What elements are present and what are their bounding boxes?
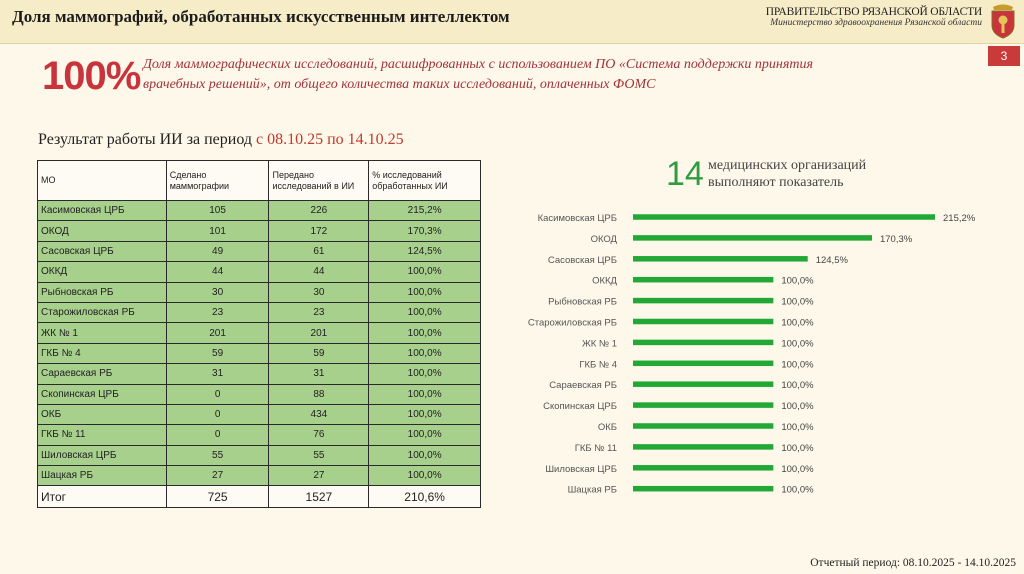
category-label: Касимовская ЦРБ [537, 213, 617, 224]
cell-done: 31 [166, 364, 269, 384]
cell-percent: 100,0% [369, 364, 481, 384]
table-row [38, 445, 481, 465]
bar [633, 214, 935, 220]
cell-mo: ГКБ № 4 [38, 343, 167, 363]
category-label: Шиловская ЦРБ [545, 463, 617, 475]
cell-done: 55 [166, 445, 269, 465]
table-row [38, 302, 481, 322]
cell-sent: 23 [269, 302, 369, 322]
table-row [38, 323, 481, 343]
cell-done: 23 [166, 302, 269, 322]
cell-percent: 100,0% [369, 466, 481, 486]
cell-percent: 100,0% [369, 445, 481, 465]
bar [633, 444, 773, 450]
cell-mo: ОККД [38, 262, 167, 282]
cell-sent: 76 [269, 425, 369, 445]
table-row [38, 221, 481, 241]
cell-done: 105 [166, 201, 269, 221]
government-block [766, 6, 982, 28]
value-label: 215,2% [943, 213, 976, 224]
category-label: Сасовская ЦРБ [547, 254, 617, 266]
value-label: 100,0% [781, 442, 814, 454]
category-label: ОККД [592, 275, 617, 287]
total-percent: 210,6% [369, 486, 481, 508]
table-header-row [38, 161, 481, 201]
bar [633, 423, 773, 429]
cell-sent: 31 [269, 364, 369, 384]
header-mo: МО [38, 161, 167, 201]
table-row [38, 404, 481, 424]
table-row [38, 466, 481, 486]
bar [633, 277, 773, 283]
value-label: 100,0% [781, 275, 814, 287]
value-label: 100,0% [781, 484, 814, 496]
cell-percent: 215,2% [369, 201, 481, 221]
total-label: Итог [38, 486, 167, 508]
cell-sent: 172 [269, 221, 369, 241]
cell-done: 30 [166, 282, 269, 302]
organization-count-caption [708, 157, 866, 191]
coat-of-arms-icon [988, 3, 1018, 39]
table-row [38, 343, 481, 363]
category-label: ГКБ № 11 [574, 442, 617, 454]
cell-done: 101 [166, 221, 269, 241]
caption-line-2: выполняют показатель [708, 175, 844, 190]
result-caption [38, 131, 404, 149]
bar [633, 465, 773, 471]
table-row [38, 201, 481, 221]
cell-mo: ЖК № 1 [38, 323, 167, 343]
table-total-row [38, 486, 481, 508]
table-body [38, 201, 481, 508]
header-percent: % исследований обработанных ИИ [369, 161, 481, 201]
cell-mo: ГКБ № 11 [38, 425, 167, 445]
table-row [38, 425, 481, 445]
cell-done: 0 [166, 384, 269, 404]
category-label: ОКОД [590, 233, 617, 245]
category-label: Скопинская ЦРБ [543, 401, 617, 413]
organization-count: 14 [666, 155, 704, 193]
cell-percent: 100,0% [369, 323, 481, 343]
cell-percent: 100,0% [369, 302, 481, 322]
table-row [38, 364, 481, 384]
results-table [37, 160, 481, 508]
headline-description: Доля маммографических исследований, расшифрованных с использованием ПО «Система поддержки принятия врачебных решений», от общего количества таких исследований, оплаченных ФОМС [143, 57, 814, 92]
value-label: 100,0% [781, 380, 814, 392]
category-label: Сараевская РБ [549, 380, 617, 392]
cell-done: 49 [166, 241, 269, 261]
cell-sent: 59 [269, 343, 369, 363]
category-label: ОКБ [597, 422, 617, 433]
table-row [38, 262, 481, 282]
category-label: ГКБ № 4 [579, 359, 617, 371]
cell-percent: 170,3% [369, 221, 481, 241]
cell-mo: Скопинская ЦРБ [38, 384, 167, 404]
total-done: 725 [166, 486, 269, 508]
header-sent: Передано исследований в ИИ [269, 161, 369, 201]
table-row [38, 282, 481, 302]
slide-title: Доля маммографий, обработанных искусственным интеллектом [12, 7, 510, 26]
cell-sent: 201 [269, 323, 369, 343]
bar [633, 361, 773, 367]
cell-sent: 55 [269, 445, 369, 465]
value-label: 100,0% [781, 296, 814, 308]
cell-percent: 100,0% [369, 343, 481, 363]
bar [633, 298, 773, 304]
cell-percent: 100,0% [369, 425, 481, 445]
category-label: Старожиловская РБ [527, 317, 617, 329]
cell-done: 201 [166, 323, 269, 343]
value-label: 100,0% [781, 338, 814, 350]
bar [633, 235, 872, 241]
cell-sent: 226 [269, 201, 369, 221]
category-label: ЖК № 1 [581, 338, 617, 350]
value-label: 100,0% [781, 317, 814, 329]
bar [633, 256, 808, 262]
cell-sent: 434 [269, 404, 369, 424]
cell-mo: Сараевская РБ [38, 364, 167, 384]
result-label: Результат работы ИИ за период [38, 131, 253, 148]
cell-mo: ОКОД [38, 221, 167, 241]
cell-sent: 27 [269, 466, 369, 486]
total-sent: 1527 [269, 486, 369, 508]
header-done: Сделано маммографии [166, 161, 269, 201]
cell-done: 27 [166, 466, 269, 486]
bar [633, 340, 773, 346]
value-label: 100,0% [781, 463, 814, 475]
cell-sent: 30 [269, 282, 369, 302]
table-row [38, 384, 481, 404]
bar [633, 381, 773, 387]
ministry-name: Министерство здравоохранения Рязанской области [770, 18, 982, 28]
cell-mo: Касимовская ЦРБ [38, 201, 167, 221]
bar [633, 486, 773, 492]
cell-sent: 88 [269, 384, 369, 404]
bar [633, 402, 773, 408]
category-label: Шацкая РБ [567, 484, 617, 496]
cell-mo: Старожиловская РБ [38, 302, 167, 322]
cell-mo: ОКБ [38, 404, 167, 424]
value-label: 100,0% [781, 422, 814, 433]
cell-mo: Сасовская ЦРБ [38, 241, 167, 261]
cell-percent: 100,0% [369, 404, 481, 424]
caption-line-1: медицинских организаций [708, 158, 867, 173]
cell-mo: Шацкая РБ [38, 466, 167, 486]
value-label: 170,3% [879, 233, 913, 245]
cell-percent: 100,0% [369, 384, 481, 404]
value-label: 100,0% [781, 359, 814, 371]
cell-done: 44 [166, 262, 269, 282]
headline-percent: 100% [42, 54, 141, 98]
bar [633, 319, 773, 325]
top-bar [0, 0, 1024, 44]
bar-chart [500, 200, 1000, 505]
cell-mo: Шиловская ЦРБ [38, 445, 167, 465]
cell-sent: 61 [269, 241, 369, 261]
government-name: ПРАВИТЕЛЬСТВО РЯЗАНСКОЙ ОБЛАСТИ [765, 6, 982, 18]
cell-mo: Рыбновская РБ [38, 282, 167, 302]
value-label: 124,5% [815, 254, 848, 266]
value-label: 100,0% [781, 401, 814, 413]
category-label: Рыбновская РБ [548, 296, 617, 308]
table-row [38, 241, 481, 261]
reporting-period: Отчетный период: 08.10.2025 - 14.10.2025 [810, 557, 1016, 569]
cell-percent: 124,5% [369, 241, 481, 261]
result-period: с 08.10.25 по 14.10.25 [256, 131, 404, 148]
page-number-badge: 3 [988, 46, 1020, 66]
cell-sent: 44 [269, 262, 369, 282]
cell-done: 0 [166, 425, 269, 445]
cell-percent: 100,0% [369, 262, 481, 282]
cell-done: 0 [166, 404, 269, 424]
cell-percent: 100,0% [369, 282, 481, 302]
cell-done: 59 [166, 343, 269, 363]
